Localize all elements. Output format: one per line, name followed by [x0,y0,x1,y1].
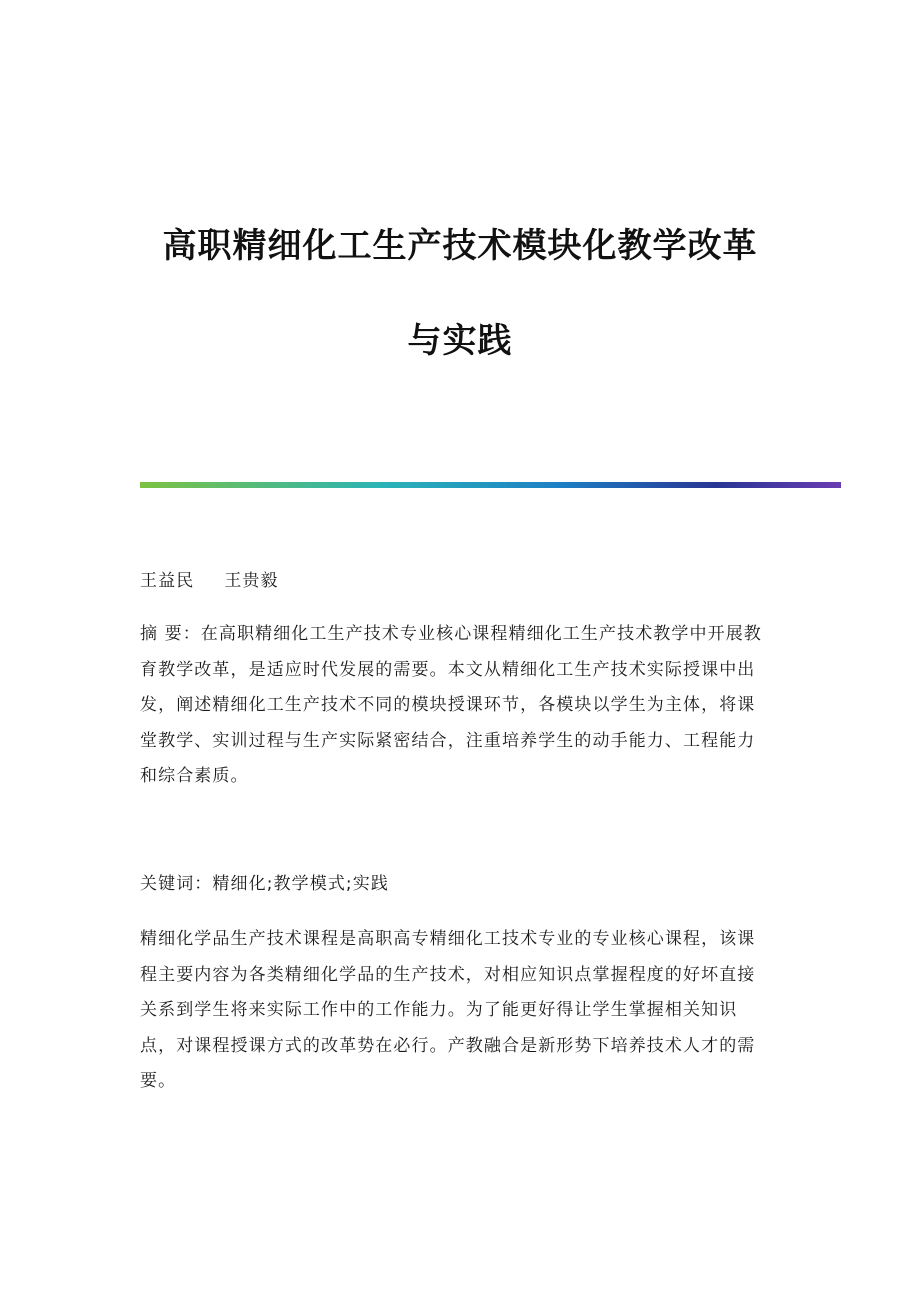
keywords-line: 关键词：精细化;教学模式;实践 [140,874,389,894]
document-title-line-2: 与实践 [407,321,513,361]
abstract-line: 摘 要：在高职精细化工生产技术专业核心课程精细化工生产技术教学中开展教 [140,624,762,644]
document-title-line-1: 高职精细化工生产技术模块化教学改革 [162,226,758,266]
abstract-line: 和综合素质。 [140,766,249,786]
paragraph-line: 要。 [140,1071,177,1091]
paragraph-line: 关系到学生将来实际工作中的工作能力。为了能更好得让学生掌握相关知识 [140,1000,738,1020]
author-1: 王益民 [140,571,195,591]
abstract-line: 育教学改革，是适应时代发展的需要。本文从精细化工生产技术实际授课中出 [140,659,756,680]
paragraph-line: 精细化学品生产技术课程是高职高专精细化工技术专业的专业核心课程，该课 [140,929,756,949]
body-paragraph [140,922,790,1100]
paragraph-line: 程主要内容为各类精细化学品的生产技术，对相应知识点掌握程度的好坏直接 [140,964,756,985]
author-2: 王贵毅 [224,571,279,591]
paragraph-line: 点，对课程授课方式的改革势在必行。产教融合是新形势下培养技术人才的需 [140,1035,756,1056]
abstract [140,617,790,795]
authors-line [140,564,790,600]
gradient-divider [140,482,841,488]
abstract-line: 堂教学、实训过程与生产实际紧密结合，注重培养学生的动手能力、工程能力 [140,730,756,751]
abstract-line: 发，阐述精细化工生产技术不同的模块授课环节，各模块以学生为主体，将课 [140,695,756,715]
